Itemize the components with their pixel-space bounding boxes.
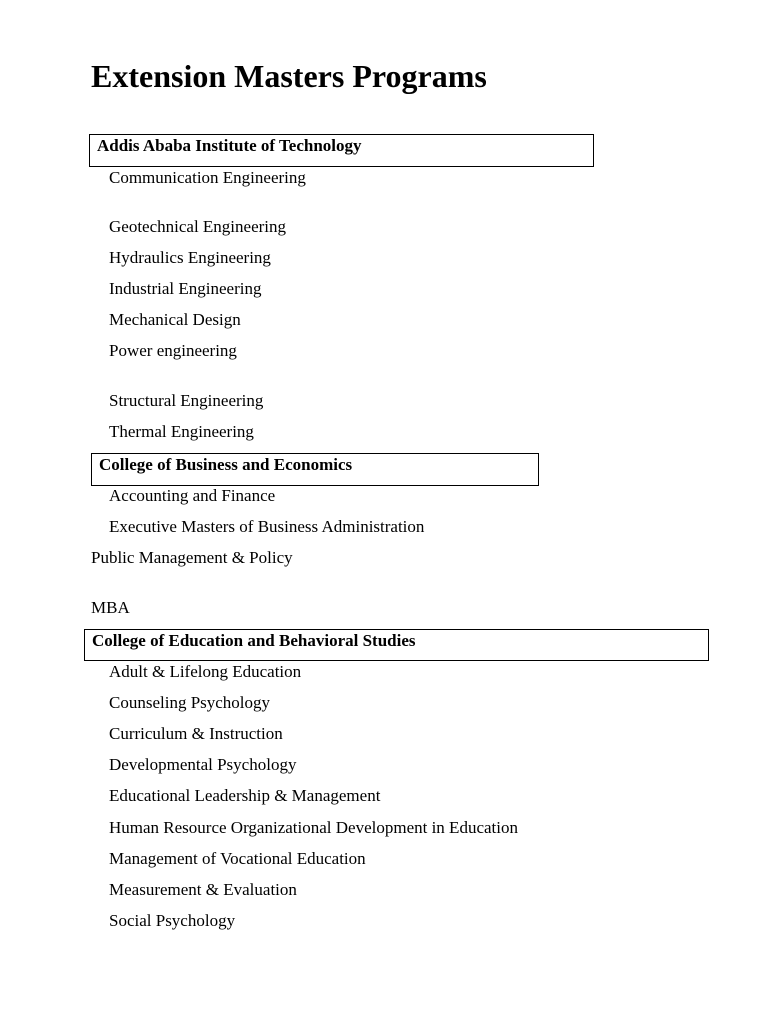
program-item: Geotechnical Engineering — [109, 217, 287, 236]
program-item: Mechanical Design — [109, 310, 241, 329]
page-title: Extension Masters Programs — [91, 58, 487, 94]
program-item: Measurement & Evaluation — [109, 880, 297, 899]
section-heading-box-cbe — [91, 453, 539, 486]
program-item: Human Resource Organizational Development in Education — [109, 818, 518, 837]
program-item: MBA — [91, 598, 130, 617]
program-item: Power engineering — [109, 341, 237, 360]
program-item: Communication Engineering — [109, 168, 306, 187]
program-item: Hydraulics Engineering — [109, 248, 271, 267]
program-item: Executive Masters of Business Administration — [109, 517, 425, 536]
program-item: Industrial Engineering — [109, 279, 262, 298]
program-item: Structural Engineering — [109, 391, 264, 410]
program-item: Developmental Psychology — [109, 755, 297, 774]
section-heading: College of Education and Behavioral Studies — [92, 631, 416, 650]
program-item: Public Management & Policy — [91, 548, 293, 567]
program-item: Social Psychology — [109, 911, 236, 930]
program-item: Management of Vocational Education — [109, 849, 366, 868]
program-item: Thermal Engineering — [109, 422, 254, 441]
program-item: Counseling Psychology — [109, 693, 271, 712]
program-item: Accounting and Finance — [109, 486, 276, 505]
section-heading: College of Business and Economics — [99, 455, 353, 474]
section-heading-box-aait — [89, 134, 594, 167]
program-item: Educational Leadership & Management — [109, 786, 381, 805]
section-heading: Addis Ababa Institute of Technology — [97, 136, 362, 155]
section-heading-box-cebs — [84, 629, 709, 661]
program-item: Curriculum & Instruction — [109, 724, 283, 743]
program-item: Adult & Lifelong Education — [109, 662, 302, 681]
